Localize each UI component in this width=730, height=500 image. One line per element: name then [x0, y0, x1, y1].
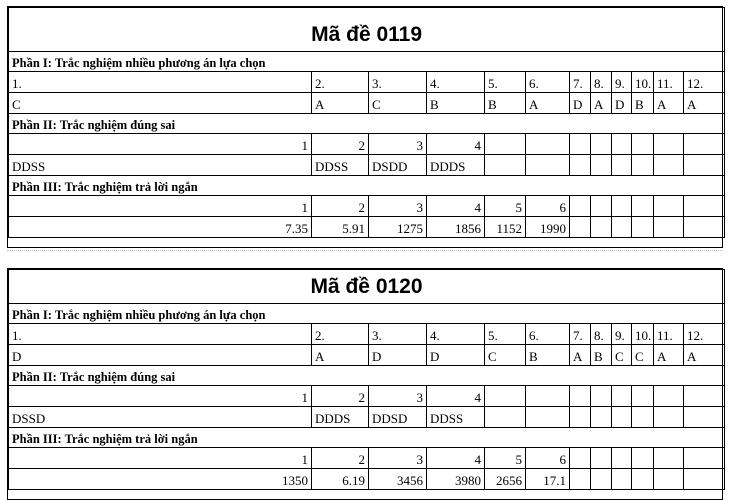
empty-cell	[632, 469, 654, 490]
part2-heading: Phần II: Trắc nghiệm đúng sai	[9, 366, 725, 386]
question-number: 2.	[312, 324, 369, 345]
answer-cell: 17.1	[526, 469, 570, 490]
empty-cell	[654, 469, 684, 490]
answer-cell: 1990	[526, 217, 570, 238]
empty-cell	[684, 217, 725, 238]
question-number: 6.	[526, 324, 570, 345]
empty-cell	[632, 407, 654, 428]
part1-heading: Phần I: Trắc nghiệm nhiều phương án lựa chọn	[9, 52, 725, 72]
question-number: 1	[9, 134, 312, 155]
empty-cell	[612, 407, 632, 428]
empty-cell	[612, 217, 632, 238]
question-number: 4	[427, 386, 485, 407]
empty-cell	[612, 448, 632, 469]
empty-cell	[526, 155, 570, 176]
answer-table	[8, 269, 725, 490]
empty-cell	[654, 217, 684, 238]
answer-cell: D	[9, 345, 312, 366]
question-number: 9.	[612, 72, 632, 93]
answer-cell: A	[654, 93, 684, 114]
empty-cell	[612, 196, 632, 217]
part2-number-row	[9, 386, 725, 407]
empty-cell	[684, 155, 725, 176]
empty-cell	[526, 386, 570, 407]
answer-cell: DDSS	[427, 407, 485, 428]
question-number: 2	[312, 196, 369, 217]
part1-number-row	[9, 324, 725, 345]
answer-cell: 7.35	[9, 217, 312, 238]
empty-cell	[632, 448, 654, 469]
question-number: 9.	[612, 324, 632, 345]
question-number: 1.	[9, 324, 312, 345]
empty-cell	[654, 155, 684, 176]
empty-cell	[570, 134, 591, 155]
answer-cell: A	[684, 345, 725, 366]
question-number: 1.	[9, 72, 312, 93]
question-number: 4	[427, 196, 485, 217]
answer-cell: DDDS	[427, 155, 485, 176]
empty-cell	[684, 386, 725, 407]
question-number: 2	[312, 134, 369, 155]
part1-heading: Phần I: Trắc nghiệm nhiều phương án lựa chọn	[9, 304, 725, 324]
empty-cell	[485, 407, 526, 428]
question-number: 3	[369, 386, 427, 407]
empty-cell	[591, 469, 612, 490]
empty-cell	[654, 448, 684, 469]
answer-cell: B	[427, 93, 485, 114]
question-number: 3	[369, 196, 427, 217]
empty-cell	[591, 155, 612, 176]
answer-cell: 3980	[427, 469, 485, 490]
question-number: 12.	[684, 324, 725, 345]
empty-cell	[570, 155, 591, 176]
answer-cell: A	[684, 93, 725, 114]
question-number: 7.	[570, 324, 591, 345]
answer-cell: DDSS	[312, 155, 369, 176]
question-number: 5	[485, 448, 526, 469]
page-separator	[7, 250, 723, 251]
part1-answer-row	[9, 345, 725, 366]
empty-cell	[570, 386, 591, 407]
question-number: 3.	[369, 324, 427, 345]
question-number: 5.	[485, 324, 526, 345]
empty-cell	[485, 386, 526, 407]
answer-cell: C	[369, 93, 427, 114]
exam-title: Mã đề 0119	[9, 8, 725, 52]
part2-answer-row	[9, 407, 725, 428]
empty-cell	[632, 134, 654, 155]
question-number: 2	[312, 386, 369, 407]
question-number: 1	[9, 448, 312, 469]
answer-cell: DSDD	[369, 155, 427, 176]
empty-cell	[684, 407, 725, 428]
answer-cell: C	[632, 345, 654, 366]
question-number: 10.	[632, 324, 654, 345]
part3-number-row	[9, 448, 725, 469]
answer-cell: 6.19	[312, 469, 369, 490]
answer-cell: 5.91	[312, 217, 369, 238]
answer-cell: A	[526, 93, 570, 114]
part2-number-row	[9, 134, 725, 155]
answer-cell: DDDS	[312, 407, 369, 428]
answer-cell: DSSD	[9, 407, 312, 428]
question-number: 1	[9, 386, 312, 407]
empty-cell	[612, 386, 632, 407]
answer-cell: D	[612, 93, 632, 114]
answer-cell: 3456	[369, 469, 427, 490]
part1-number-row	[9, 72, 725, 93]
question-number: 11.	[654, 72, 684, 93]
answer-cell: B	[485, 93, 526, 114]
question-number: 2	[312, 448, 369, 469]
question-number: 4	[427, 448, 485, 469]
answer-key-0119	[7, 6, 723, 248]
empty-cell	[570, 407, 591, 428]
part2-heading: Phần II: Trắc nghiệm đúng sai	[9, 114, 725, 134]
empty-cell	[591, 217, 612, 238]
part1-answer-row	[9, 93, 725, 114]
part2-answer-row	[9, 155, 725, 176]
empty-cell	[632, 217, 654, 238]
answer-cell: 1152	[485, 217, 526, 238]
answer-cell: C	[612, 345, 632, 366]
question-number: 8.	[591, 324, 612, 345]
question-number: 2.	[312, 72, 369, 93]
empty-cell	[632, 386, 654, 407]
answer-cell: B	[591, 345, 612, 366]
answer-table	[8, 7, 725, 238]
answer-cell: DDSD	[369, 407, 427, 428]
empty-cell	[684, 448, 725, 469]
empty-cell	[570, 217, 591, 238]
question-number: 1	[9, 196, 312, 217]
question-number: 3	[369, 448, 427, 469]
answer-cell: D	[427, 345, 485, 366]
question-number: 8.	[591, 72, 612, 93]
empty-cell	[570, 469, 591, 490]
question-number: 7.	[570, 72, 591, 93]
answer-cell: A	[312, 345, 369, 366]
answer-cell: B	[526, 345, 570, 366]
empty-cell	[570, 196, 591, 217]
empty-cell	[485, 134, 526, 155]
empty-cell	[632, 196, 654, 217]
answer-cell: 1856	[427, 217, 485, 238]
empty-cell	[654, 386, 684, 407]
question-number: 4	[427, 134, 485, 155]
answer-cell: D	[369, 345, 427, 366]
question-number: 6	[526, 448, 570, 469]
answer-cell: A	[312, 93, 369, 114]
empty-cell	[654, 134, 684, 155]
answer-cell: B	[632, 93, 654, 114]
answer-cell: D	[570, 93, 591, 114]
empty-cell	[526, 134, 570, 155]
empty-cell	[612, 134, 632, 155]
empty-cell	[591, 134, 612, 155]
empty-cell	[654, 407, 684, 428]
empty-cell	[591, 407, 612, 428]
answer-cell: A	[570, 345, 591, 366]
empty-cell	[591, 196, 612, 217]
question-number: 10.	[632, 72, 654, 93]
empty-cell	[632, 155, 654, 176]
empty-cell	[612, 469, 632, 490]
part3-answer-row	[9, 469, 725, 490]
question-number: 5	[485, 196, 526, 217]
answer-cell: 2656	[485, 469, 526, 490]
question-number: 6	[526, 196, 570, 217]
answer-cell: 1350	[9, 469, 312, 490]
exam-title: Mã đề 0120	[9, 270, 725, 304]
answer-cell: C	[9, 93, 312, 114]
question-number: 11.	[654, 324, 684, 345]
answer-cell: A	[654, 345, 684, 366]
answer-cell: DDSS	[9, 155, 312, 176]
part3-number-row	[9, 196, 725, 217]
empty-cell	[684, 469, 725, 490]
question-number: 12.	[684, 72, 725, 93]
part3-heading: Phần III: Trắc nghiệm trả lời ngắn	[9, 176, 725, 196]
answer-cell: 1275	[369, 217, 427, 238]
part3-answer-row	[9, 217, 725, 238]
question-number: 6.	[526, 72, 570, 93]
empty-cell	[570, 448, 591, 469]
answer-cell: C	[485, 345, 526, 366]
empty-cell	[612, 155, 632, 176]
empty-cell	[591, 448, 612, 469]
question-number: 5.	[485, 72, 526, 93]
empty-cell	[654, 196, 684, 217]
question-number: 4.	[427, 324, 485, 345]
answer-cell: A	[591, 93, 612, 114]
question-number: 3	[369, 134, 427, 155]
empty-cell	[684, 134, 725, 155]
part3-heading: Phần III: Trắc nghiệm trả lời ngắn	[9, 428, 725, 448]
question-number: 3.	[369, 72, 427, 93]
empty-cell	[526, 407, 570, 428]
answer-key-0120	[7, 268, 723, 500]
empty-cell	[684, 196, 725, 217]
question-number: 4.	[427, 72, 485, 93]
empty-cell	[485, 155, 526, 176]
empty-cell	[591, 386, 612, 407]
